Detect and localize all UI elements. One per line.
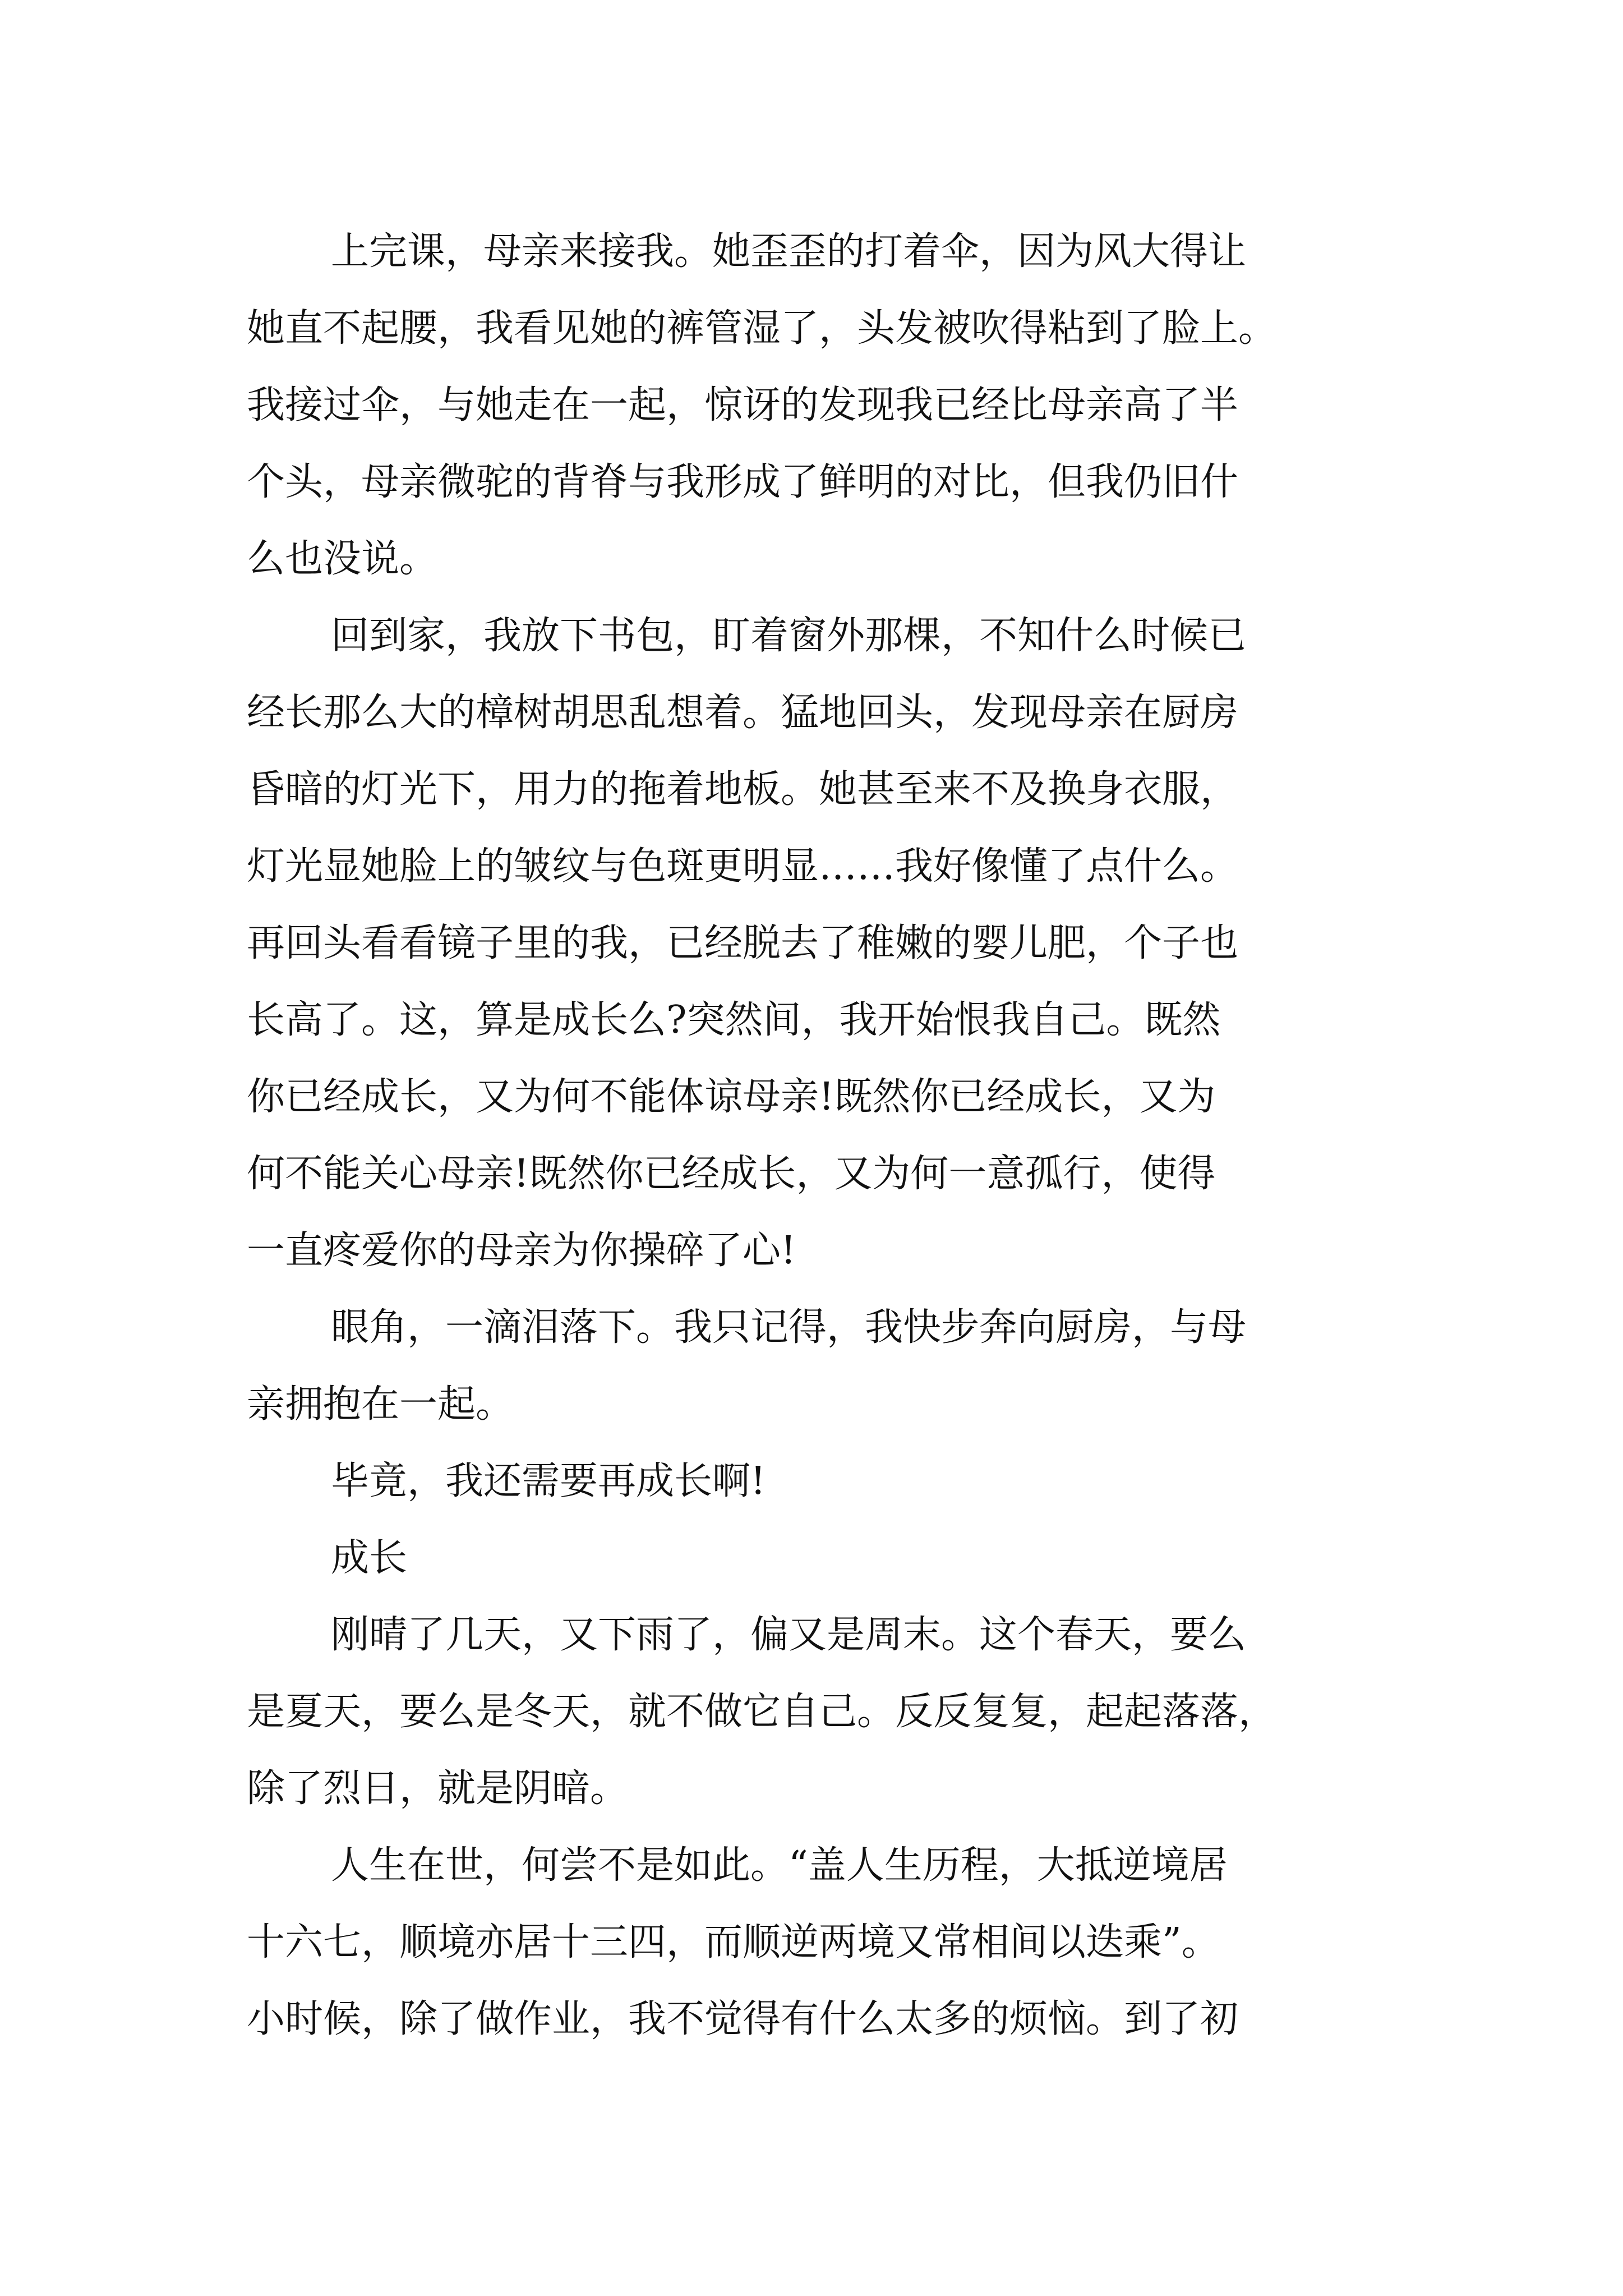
text-line: 毕竟，我还需要再成长啊! (331, 1459, 766, 1503)
text-line: 么也没说。 (247, 537, 438, 581)
text-line: 灯光显她脸上的皱纹与色斑更明显……我好像懂了点什么。 (247, 844, 1239, 889)
text-line: 是夏天，要么是冬天，就不做它自己。反反复复，起起落落， (247, 1690, 1277, 1734)
text-line: 刚晴了几天，又下雨了，偏又是周末。这个春天，要么 (331, 1613, 1247, 1657)
text-line: 上完课，母亲来接我。她歪歪的打着伞，因为风大得让 (331, 229, 1247, 274)
text-line: 小时候，除了做作业，我不觉得有什么太多的烦恼。到了初 (247, 1997, 1239, 2041)
text-line: 成长 (331, 1536, 408, 1580)
document-body (247, 213, 1385, 2058)
text-line: 长高了。这，算是成长么?突然间，我开始恨我自己。既然 (247, 998, 1221, 1042)
text-line: 十六七，顺境亦居十三四，而顺逆两境又常相间以迭乘”。 (247, 1920, 1220, 1964)
text-line: 我接过伞，与她走在一起，惊讶的发现我已经比母亲高了半 (247, 383, 1239, 427)
text-line: 回到家，我放下书包，盯着窗外那棵，不知什么时候已 (331, 614, 1247, 658)
text-line: 亲拥抱在一起。 (247, 1382, 514, 1427)
text-line: 眼角，一滴泪落下。我只记得，我快步奔向厨房，与母 (331, 1305, 1247, 1350)
text-line: 经长那么大的樟树胡思乱想着。猛地回头，发现母亲在厨房 (247, 691, 1239, 735)
text-line: 除了烈日，就是阴暗。 (247, 1766, 629, 1811)
text-line: 她直不起腰，我看见她的裤管湿了，头发被吹得粘到了脸上。 (247, 306, 1277, 351)
text-line: 个头，母亲微驼的背脊与我形成了鲜明的对比，但我仍旧什 (247, 460, 1239, 504)
text-line: 再回头看看镜子里的我，已经脱去了稚嫩的婴儿肥，个子也 (247, 921, 1239, 965)
text-line: 昏暗的灯光下，用力的拖着地板。她甚至来不及换身衣服， (247, 767, 1239, 812)
text-line: 何不能关心母亲!既然你已经成长，又为何一意孤行，使得 (247, 1152, 1216, 1196)
text-line: 一直疼爱你的母亲为你操碎了心! (247, 1228, 796, 1273)
text-line: 你已经成长，又为何不能体谅母亲!既然你已经成长，又为 (247, 1075, 1216, 1119)
text-line: 人生在世，何尝不是如此。“盖人生历程，大抵逆境居 (331, 1843, 1228, 1888)
